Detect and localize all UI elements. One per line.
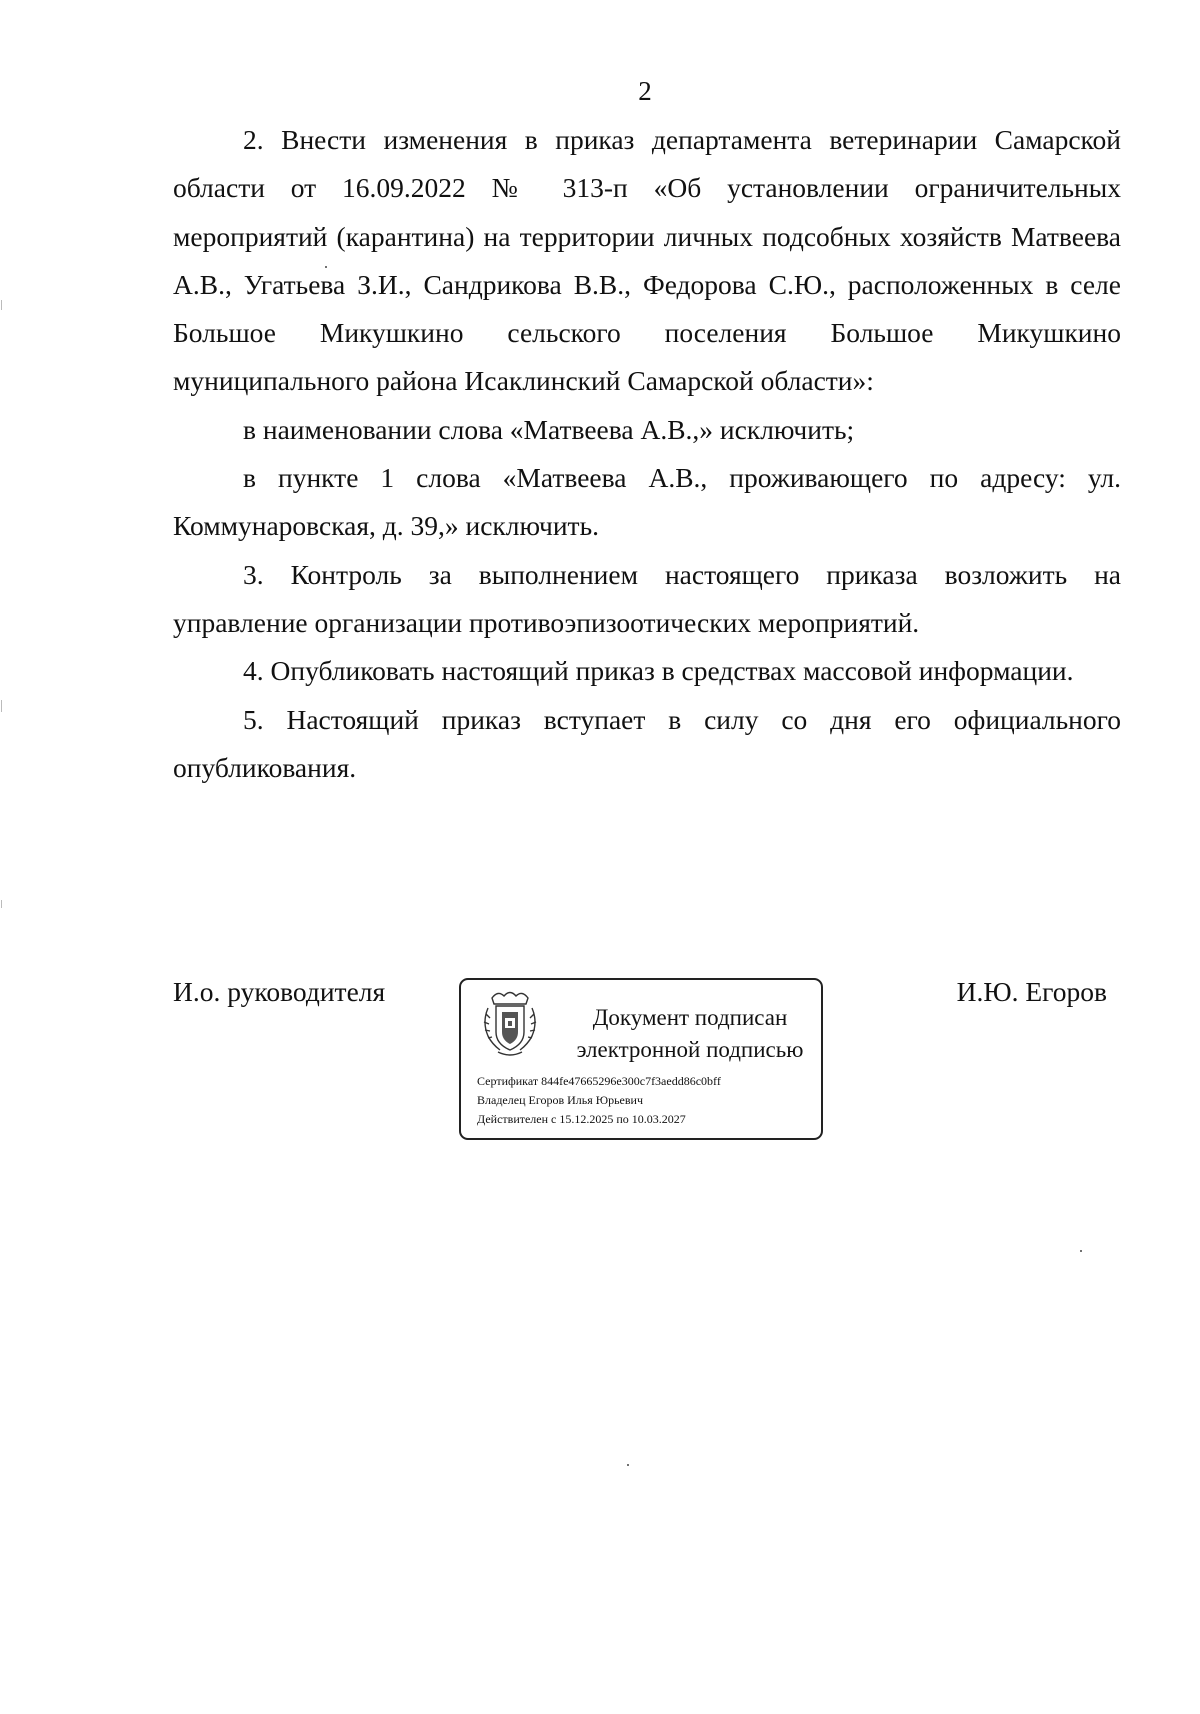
paragraph-item-4: 4. Опубликовать настоящий приказ в средствах массовой информации. — [243, 655, 1074, 687]
stamp-title-line-2: электронной подписью — [576, 1037, 804, 1062]
scan-edge-mark — [1, 900, 2, 908]
scan-edge-mark — [1, 700, 2, 712]
paragraph-point-1-change: в пункте 1 слова «Матвеева А.В., проживающего по адресу: ул. Коммунаровская, д. 39,» исключить. — [173, 462, 1121, 542]
samara-coat-of-arms-icon — [478, 988, 542, 1062]
paragraph-title-change: в наименовании слова «Матвеева А.В.,» исключить; — [243, 413, 855, 445]
scan-edge-mark — [1, 300, 2, 310]
stamp-details — [477, 1072, 817, 1129]
stamp-title — [559, 1002, 821, 1066]
electronic-signature-stamp — [459, 978, 823, 1140]
stamp-validity: Действителен с 15.12.2025 по 10.03.2027 — [477, 1112, 686, 1126]
document-body — [173, 116, 1121, 792]
stamp-certificate: Сертификат 844fe47665296e300c7f3aedd86c0bff — [477, 1074, 721, 1088]
stamp-title-line-1: Документ подписан — [592, 1005, 788, 1030]
page-number: 2 — [638, 76, 652, 106]
scan-speck — [325, 266, 327, 268]
signer-name: И.Ю. Егоров — [956, 976, 1107, 1007]
paragraph-item-5: 5. Настоящий приказ вступает в силу со дня его официального опубликования. — [173, 703, 1121, 783]
scan-speck — [627, 1464, 629, 1466]
paragraph-item-3: 3. Контроль за выполнением настоящего приказа возложить на управление организации противоэпизоотических мероприятий. — [173, 558, 1121, 638]
scan-speck — [1080, 1250, 1082, 1252]
paragraph-item-2: 2. Внести изменения в приказ департамента ветеринарии Самарской области от 16.09.2022 № 313-п «Об установлении ограничительных мероприятий (карантина) на территории личных подсобных хозяйств Матвеева А.В., Угатьева З.И., Сандрикова В.В., Федорова С.Ю., расположенных в селе Большое Микушкино сельского поселения Большое Микушкино муниципального района Исаклинский Самарской области»: — [173, 124, 1121, 397]
stamp-owner: Владелец Егоров Илья Юрьевич — [477, 1093, 644, 1107]
signer-role: И.о. руководителя — [173, 976, 386, 1007]
